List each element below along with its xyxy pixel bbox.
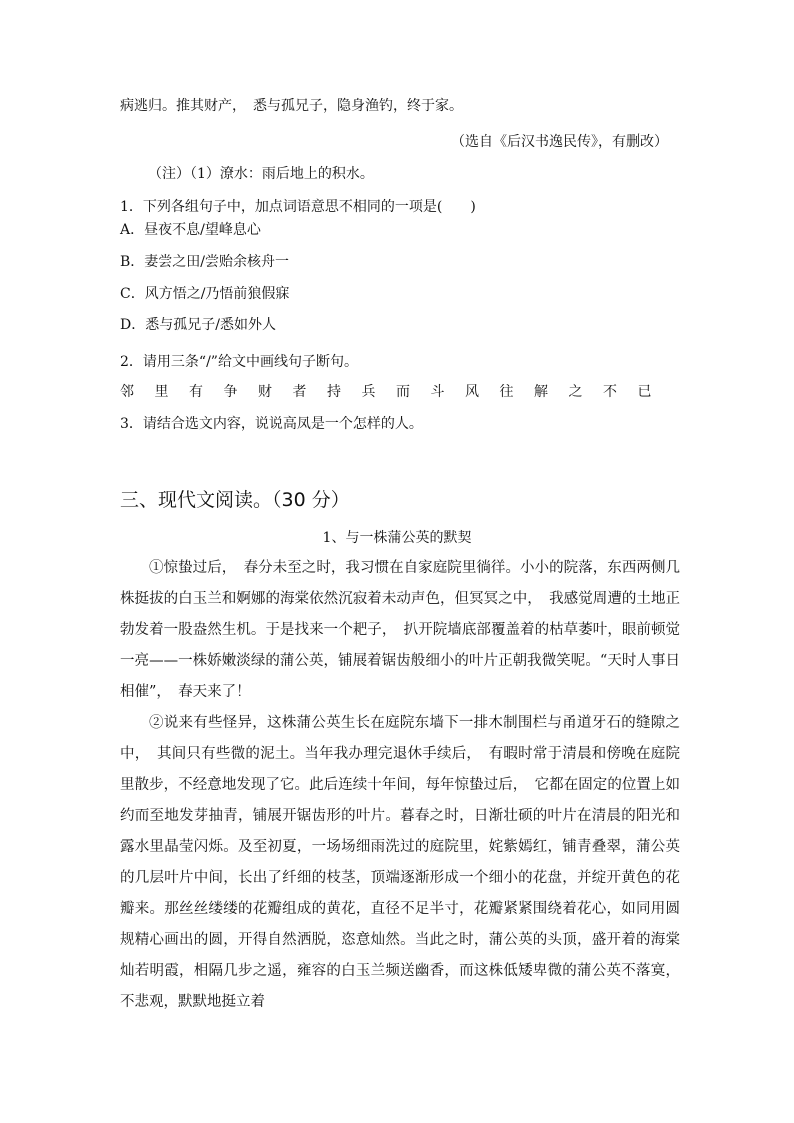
question-1-option-a: A．昼夜不息/望峰息心 [120, 222, 261, 238]
source-citation: （选自《后汉书逸民传》，有删改） [451, 134, 668, 150]
question-1-stem: 1．下列各组句子中，加点词语意思不相同的一项是( ) [120, 199, 476, 215]
question-1-option-c: C．风方悟之/乃悟前狼假寐 [120, 286, 290, 302]
article-title: 1、与一株蒲公英的默契 [322, 530, 472, 546]
question-1-option-b: B．妻尝之田/尝贻余核舟一 [120, 254, 290, 270]
annotation-note: （注）（1）潦水：雨后地上的积水。 [148, 166, 374, 182]
passage-tail: 病逃归。推其财产， 悉与孤兄子，隐身渔钓，终于家。 [120, 98, 463, 114]
question-2-stem: 2．请用三条“/”给文中画线句子断句。 [120, 354, 358, 370]
section-heading: 三、现代文阅读。（30 分） [120, 489, 350, 511]
question-2-sentence: 邻里有争财者持兵而斗风往解之不已 [120, 384, 672, 400]
question-1-option-d: D．悉与孤兄子/悉如外人 [120, 317, 276, 333]
paragraph-1: ①惊蛰过后， 春分未至之时，我习惯在自家庭院里徜徉。小小的院落，东西两侧几株挺拔的白玉兰和婀娜的海棠依然沉寂着未动声色，但冥冥之中， 我感觉周遭的土地正勃发着一股盎然生机。于是找来一个耙子， 扒开院墙底部覆盖着的枯草萎叶，眼前顿觉一亮——一株娇嫩淡绿的蒲公英，铺展着锯齿般细小的叶片正朝我微笑呢。“天时人事日相催”， 春天来了！ [120, 560, 680, 700]
question-3-stem: 3．请结合选文内容，说说高凤是一个怎样的人。 [120, 416, 423, 432]
paragraph-2: ②说来有些怪异，这株蒲公英生长在庭院东墙下一排木制围栏与甬道牙石的缝隙之中， 其间只有些微的泥土。当年我办理完退休手续后， 有暇时常于清晨和傍晚在庭院里散步，不经意地发现了它。此后连续十年间，每年惊蛰过后， 它都在固定的位置上如约而至地发芽抽青，铺展开锯齿形的叶片。暮春之时，日渐壮硕的叶片在清晨的阳光和露水里晶莹闪烁。及至初夏，一场场细雨洗过的庭院里，姹紫嫣红，铺青叠翠，蒲公英的几层叶片中间，长出了纤细的枝茎，顶端逐渐形成一个细小的花盘，并绽开黄色的花瓣来。那丝丝缕缕的花瓣组成的黄花，直径不足半寸，花瓣紧紧围绕着花心，如同用圆规精心画出的圆，开得自然洒脱，恣意灿然。当此之时，蒲公英的头顶，盛开着的海棠灿若明霞，相隔几步之遥，雍容的白玉兰频送幽香，而这株低矮卑微的蒲公英不落寞，不悲观，默默地挺立着 [120, 715, 680, 1010]
article-body [120, 553, 680, 1018]
